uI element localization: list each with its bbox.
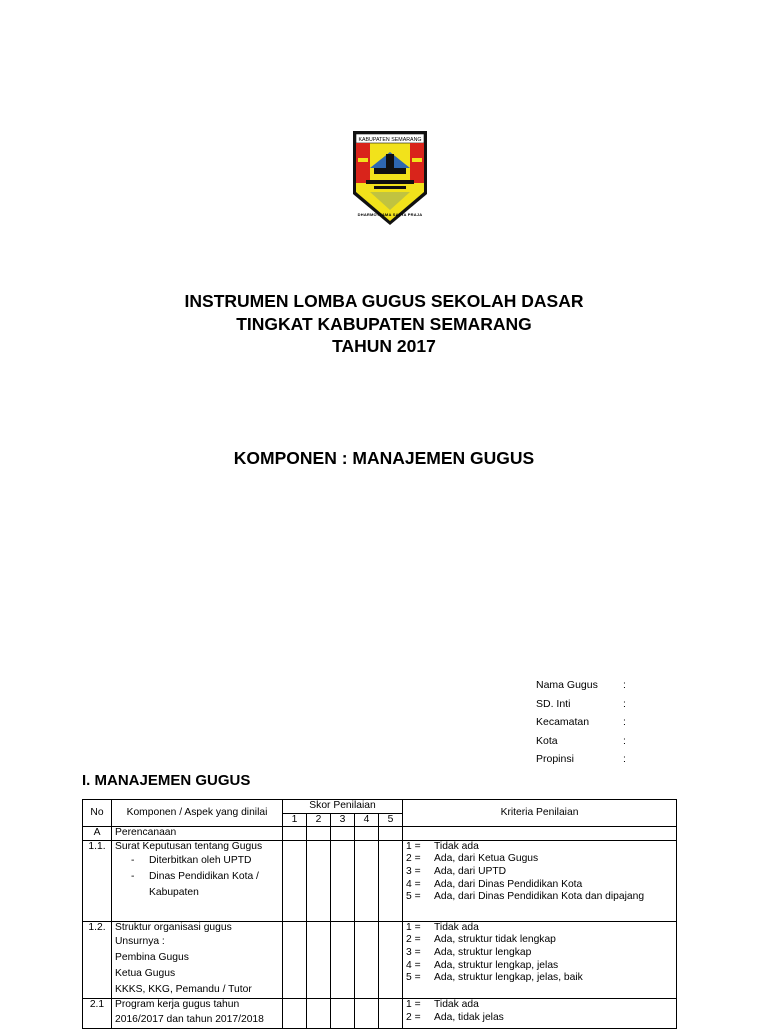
document-title-line-2: TINGKAT KABUPATEN SEMARANG bbox=[236, 314, 532, 334]
criteria-item: 1 = Tidak ada bbox=[406, 999, 479, 1011]
info-label: Kecamatan bbox=[536, 716, 590, 728]
row-aspek bbox=[112, 921, 283, 999]
score-cell[interactable] bbox=[283, 827, 307, 841]
header-score-3: 3 bbox=[331, 813, 355, 827]
aspek-title: Struktur organisasi gugus bbox=[115, 921, 232, 933]
aspek-subitem: - Diterbitkan oleh UPTD bbox=[131, 855, 252, 867]
criteria-item: 2 = Ada, dari Ketua Gugus bbox=[406, 853, 539, 865]
aspek-line: Pembina Gugus bbox=[115, 952, 189, 964]
row-no: 1.1. bbox=[83, 840, 112, 921]
criteria-cell bbox=[403, 827, 677, 841]
score-cell[interactable] bbox=[307, 827, 331, 841]
row-aspek bbox=[112, 999, 283, 1029]
row-criteria bbox=[403, 840, 677, 921]
row-no: 1.2. bbox=[83, 921, 112, 999]
header-aspek: Komponen / Aspek yang dinilai bbox=[112, 800, 283, 827]
score-cell[interactable] bbox=[355, 999, 379, 1029]
header-no: No bbox=[83, 800, 112, 827]
aspek-subitem: - Dinas Pendidikan Kota / Kabupaten bbox=[131, 871, 259, 899]
row-aspek bbox=[112, 840, 283, 921]
criteria-item: 2 = Ada, tidak jelas bbox=[406, 1011, 504, 1023]
info-row-propinsi bbox=[536, 753, 626, 772]
emblem-banner-text: KABUPATEN SEMARANG bbox=[358, 137, 422, 143]
assessment-table bbox=[82, 799, 677, 1029]
score-cell[interactable] bbox=[379, 827, 403, 841]
aspek-line: Ketua Gugus bbox=[115, 968, 176, 980]
score-cell[interactable] bbox=[307, 999, 331, 1029]
score-cell[interactable] bbox=[355, 921, 379, 999]
info-row-nama-gugus bbox=[536, 679, 626, 698]
aspek-title: Surat Keputusan tentang Gugus bbox=[115, 840, 263, 852]
section-title: I. MANAJEMEN GUGUS bbox=[82, 772, 251, 789]
info-separator: : bbox=[623, 697, 626, 710]
score-cell[interactable] bbox=[283, 921, 307, 999]
info-label: Nama Gugus bbox=[536, 679, 598, 691]
aspek-line: Unsurnya : bbox=[115, 936, 165, 948]
score-cell[interactable] bbox=[331, 921, 355, 999]
aspek-line: 2016/2017 dan tahun 2017/2018 bbox=[115, 1013, 264, 1025]
table-row bbox=[83, 840, 677, 921]
group-label: Perencanaan bbox=[112, 827, 283, 841]
criteria-item: 5 = Ada, dari Dinas Pendidikan Kota dan dipajang bbox=[406, 891, 645, 903]
identity-info bbox=[536, 679, 626, 772]
row-no: 2.1 bbox=[83, 999, 112, 1029]
score-cell[interactable] bbox=[379, 840, 403, 921]
criteria-item: 2 = Ada, struktur tidak lengkap bbox=[406, 934, 556, 946]
header-kriteria: Kriteria Penilaian bbox=[403, 800, 677, 827]
criteria-item: 1 = Tidak ada bbox=[406, 840, 479, 852]
score-cell[interactable] bbox=[331, 827, 355, 841]
score-cell[interactable] bbox=[379, 921, 403, 999]
criteria-item: 1 = Tidak ada bbox=[406, 921, 479, 933]
header-score-5: 5 bbox=[379, 813, 403, 827]
criteria-item: 5 = Ada, struktur lengkap, jelas, baik bbox=[406, 972, 583, 984]
info-separator: : bbox=[623, 716, 626, 728]
info-label: Propinsi bbox=[536, 753, 574, 765]
emblem-motto: DHARMOTTAMA SATYA PRAJA bbox=[357, 212, 423, 217]
document-title-line-3: TAHUN 2017 bbox=[332, 336, 436, 356]
group-no: A bbox=[83, 827, 112, 841]
info-label: Kota bbox=[536, 734, 558, 747]
header-skor: Skor Penilaian bbox=[283, 800, 403, 814]
komponen-heading: KOMPONEN : MANAJEMEN GUGUS bbox=[233, 448, 535, 468]
table-row bbox=[83, 999, 677, 1029]
row-criteria bbox=[403, 999, 677, 1029]
score-cell[interactable] bbox=[283, 840, 307, 921]
score-cell[interactable] bbox=[283, 999, 307, 1029]
table-row bbox=[83, 921, 677, 999]
info-separator: : bbox=[623, 734, 626, 747]
header-score-4: 4 bbox=[355, 813, 379, 827]
info-row-sd-inti bbox=[536, 698, 626, 717]
score-cell[interactable] bbox=[379, 999, 403, 1029]
criteria-item: 4 = Ada, dari Dinas Pendidikan Kota bbox=[406, 878, 583, 890]
criteria-item: 3 = Ada, dari UPTD bbox=[406, 865, 507, 877]
aspek-title: Program kerja gugus tahun bbox=[115, 999, 240, 1011]
score-cell[interactable] bbox=[331, 840, 355, 921]
table-group-row bbox=[83, 827, 677, 841]
score-cell[interactable] bbox=[307, 921, 331, 999]
header-score-2: 2 bbox=[307, 813, 331, 827]
info-row-kota bbox=[536, 735, 626, 754]
info-separator: : bbox=[623, 679, 626, 691]
score-cell[interactable] bbox=[355, 840, 379, 921]
row-criteria bbox=[403, 921, 677, 999]
info-separator: : bbox=[623, 753, 626, 765]
score-cell[interactable] bbox=[307, 840, 331, 921]
score-cell[interactable] bbox=[331, 999, 355, 1029]
document-title-line-1: INSTRUMEN LOMBA GUGUS SEKOLAH DASAR bbox=[184, 291, 584, 311]
score-cell[interactable] bbox=[355, 827, 379, 841]
header-score-1: 1 bbox=[283, 813, 307, 827]
criteria-item: 3 = Ada, struktur lengkap bbox=[406, 946, 532, 958]
info-row-kecamatan bbox=[536, 716, 626, 735]
criteria-item: 4 = Ada, struktur lengkap, jelas bbox=[406, 959, 559, 971]
table-header-row bbox=[83, 800, 677, 814]
aspek-line: KKKS, KKG, Pemandu / Tutor bbox=[115, 984, 252, 996]
info-label: SD. Inti bbox=[536, 697, 571, 710]
